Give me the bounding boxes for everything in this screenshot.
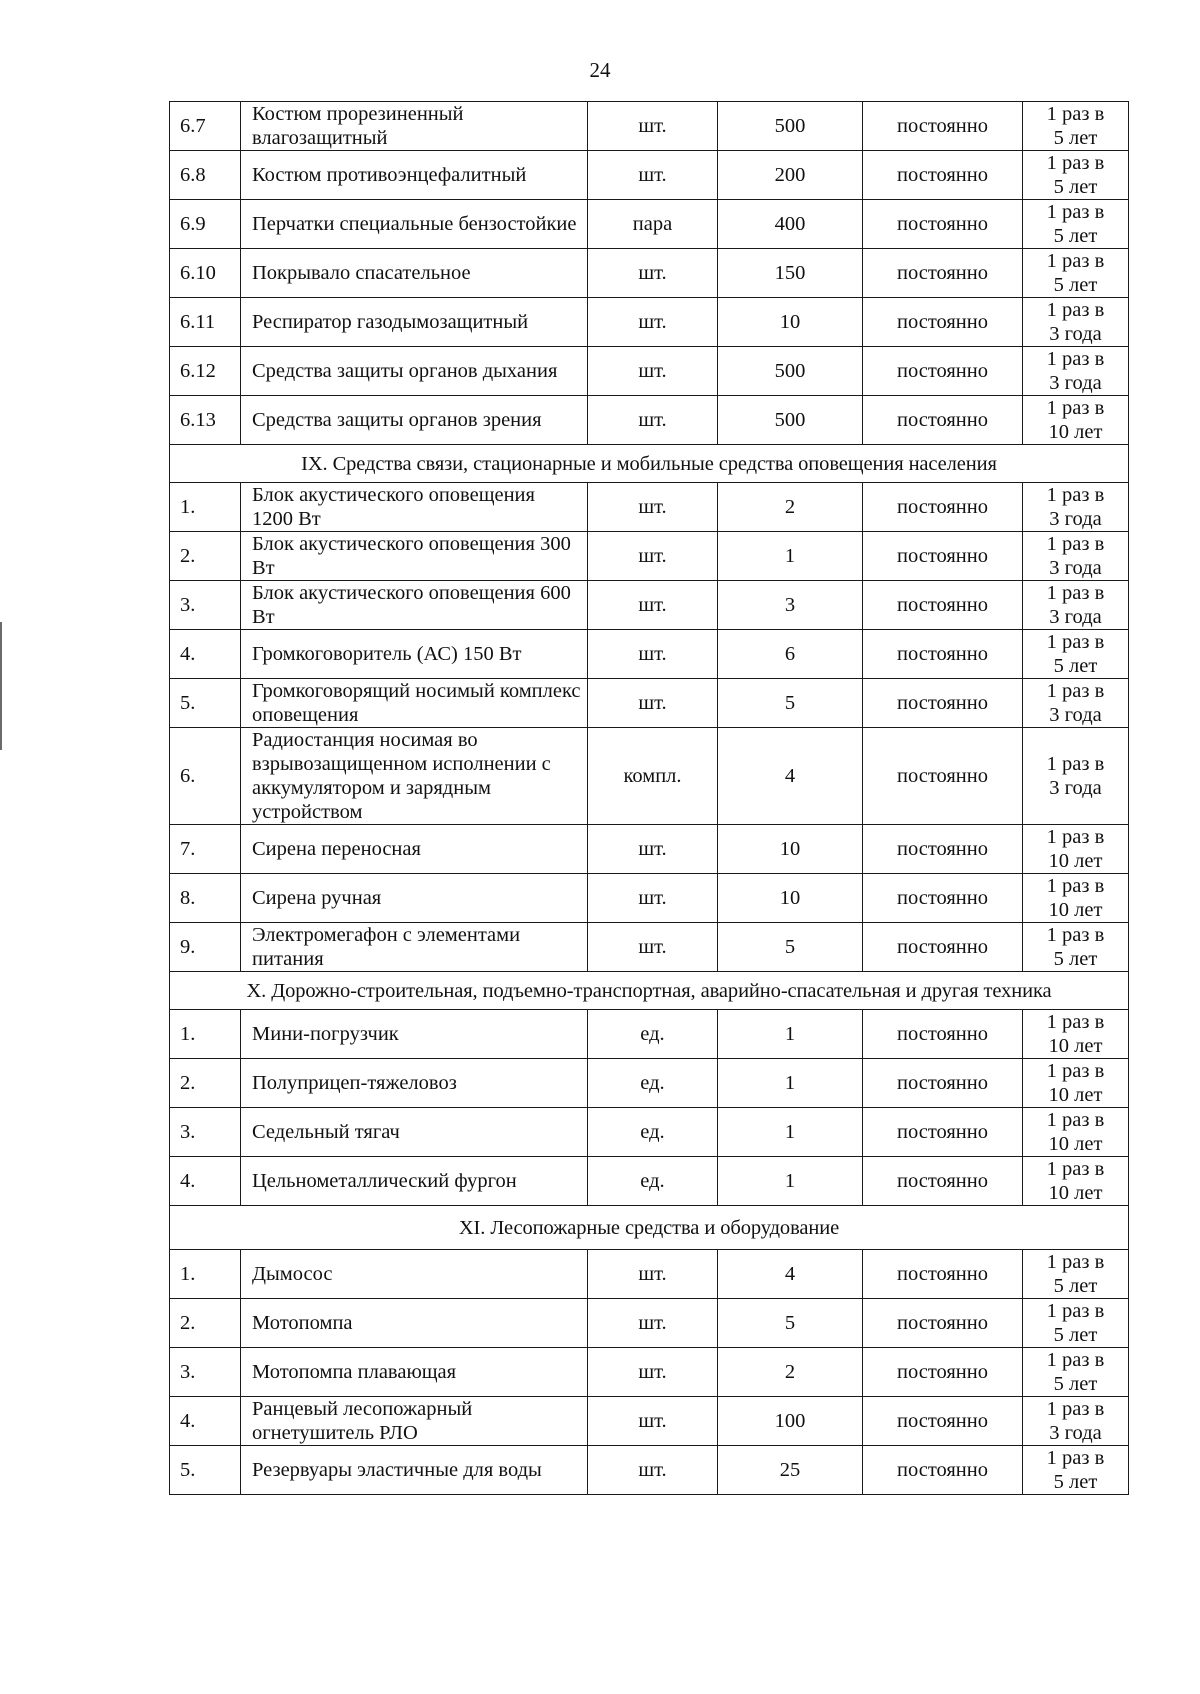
table-row <box>170 1108 1129 1157</box>
replacement-period-line-1: 1 раз в <box>1046 1300 1105 1322</box>
replacement-period <box>1023 151 1129 200</box>
table-row <box>170 1397 1129 1446</box>
replacement-period-line-2: 10 лет <box>1048 1035 1103 1057</box>
quantity: 1 <box>718 1157 863 1206</box>
replacement-period-line-1: 1 раз в <box>1046 924 1105 946</box>
section-title: IX. Средства связи, стационарные и мобильные средства оповещения населения <box>170 445 1129 483</box>
table-row <box>170 396 1129 445</box>
item-name: Костюм прорезиненный влагозащитный <box>241 102 588 151</box>
table-row <box>170 1010 1129 1059</box>
replacement-period-line-2: 3 года <box>1049 557 1102 579</box>
row-number: 8. <box>170 874 241 923</box>
table-row <box>170 1348 1129 1397</box>
replacement-period-line-1: 1 раз в <box>1046 1349 1105 1371</box>
replacement-period <box>1023 581 1129 630</box>
table-row <box>170 1157 1129 1206</box>
quantity: 2 <box>718 483 863 532</box>
unit-of-measure: шт. <box>588 1397 718 1446</box>
unit-of-measure: компл. <box>588 728 718 825</box>
replacement-period-line-2: 10 лет <box>1048 1084 1103 1106</box>
replacement-period-line-2: 10 лет <box>1048 1133 1103 1155</box>
replacement-period <box>1023 1348 1129 1397</box>
quantity: 6 <box>718 630 863 679</box>
quantity: 1 <box>718 532 863 581</box>
unit-of-measure: шт. <box>588 923 718 972</box>
replacement-period-line-1: 1 раз в <box>1046 875 1105 897</box>
unit-of-measure: ед. <box>588 1059 718 1108</box>
row-number: 4. <box>170 1157 241 1206</box>
storage-term: постоянно <box>863 728 1023 825</box>
row-number: 2. <box>170 1059 241 1108</box>
item-name: Мини-погрузчик <box>241 1010 588 1059</box>
quantity: 200 <box>718 151 863 200</box>
replacement-period-line-2: 10 лет <box>1048 850 1103 872</box>
replacement-period-line-2: 10 лет <box>1048 1182 1103 1204</box>
item-name: Седельный тягач <box>241 1108 588 1157</box>
item-name: Мотопомпа плавающая <box>241 1348 588 1397</box>
storage-term: постоянно <box>863 581 1023 630</box>
storage-term: постоянно <box>863 483 1023 532</box>
storage-term: постоянно <box>863 298 1023 347</box>
row-number: 6.11 <box>170 298 241 347</box>
item-name: Цельнометаллический фургон <box>241 1157 588 1206</box>
storage-term: постоянно <box>863 102 1023 151</box>
row-number: 3. <box>170 581 241 630</box>
table-row <box>170 200 1129 249</box>
item-name: Блок акустического оповещения 1200 Вт <box>241 483 588 532</box>
replacement-period-line-1: 1 раз в <box>1046 1011 1105 1033</box>
storage-term: постоянно <box>863 1059 1023 1108</box>
unit-of-measure: шт. <box>588 1250 718 1299</box>
storage-term: постоянно <box>863 396 1023 445</box>
table-row <box>170 151 1129 200</box>
item-name: Ранцевый лесопожарный огнетушитель РЛО <box>241 1397 588 1446</box>
row-number: 1. <box>170 1250 241 1299</box>
unit-of-measure: шт. <box>588 102 718 151</box>
replacement-period-line-1: 1 раз в <box>1046 1060 1105 1082</box>
quantity: 500 <box>718 347 863 396</box>
quantity: 4 <box>718 728 863 825</box>
item-name: Мотопомпа <box>241 1299 588 1348</box>
storage-term: постоянно <box>863 1348 1023 1397</box>
replacement-period <box>1023 1299 1129 1348</box>
replacement-period-line-2: 3 года <box>1049 606 1102 628</box>
unit-of-measure: шт. <box>588 347 718 396</box>
table-row <box>170 1446 1129 1495</box>
replacement-period <box>1023 1250 1129 1299</box>
replacement-period-line-1: 1 раз в <box>1046 1109 1105 1131</box>
replacement-period <box>1023 396 1129 445</box>
storage-term: постоянно <box>863 679 1023 728</box>
replacement-period <box>1023 102 1129 151</box>
row-number: 7. <box>170 825 241 874</box>
quantity: 5 <box>718 679 863 728</box>
replacement-period-line-1: 1 раз в <box>1046 1251 1105 1273</box>
quantity: 1 <box>718 1108 863 1157</box>
replacement-period-line-1: 1 раз в <box>1046 680 1105 702</box>
unit-of-measure: шт. <box>588 1299 718 1348</box>
replacement-period-line-1: 1 раз в <box>1046 103 1105 125</box>
quantity: 10 <box>718 298 863 347</box>
section-header-row <box>170 445 1129 483</box>
replacement-period <box>1023 1059 1129 1108</box>
replacement-period-line-2: 5 лет <box>1053 1471 1098 1493</box>
unit-of-measure: пара <box>588 200 718 249</box>
unit-of-measure: ед. <box>588 1108 718 1157</box>
table-row <box>170 249 1129 298</box>
storage-term: постоянно <box>863 923 1023 972</box>
replacement-period-line-2: 5 лет <box>1053 225 1098 247</box>
replacement-period-line-2: 3 года <box>1049 704 1102 726</box>
table-row <box>170 532 1129 581</box>
replacement-period-line-1: 1 раз в <box>1046 152 1105 174</box>
replacement-period-line-1: 1 раз в <box>1046 348 1105 370</box>
replacement-period-line-1: 1 раз в <box>1046 533 1105 555</box>
replacement-period-line-2: 5 лет <box>1053 948 1098 970</box>
replacement-period-line-2: 3 года <box>1049 372 1102 394</box>
row-number: 3. <box>170 1348 241 1397</box>
replacement-period <box>1023 679 1129 728</box>
replacement-period-line-2: 10 лет <box>1048 899 1103 921</box>
equipment-table-body <box>170 102 1129 1495</box>
storage-term: постоянно <box>863 200 1023 249</box>
replacement-period-line-2: 5 лет <box>1053 274 1098 296</box>
unit-of-measure: шт. <box>588 396 718 445</box>
unit-of-measure: шт. <box>588 483 718 532</box>
row-number: 2. <box>170 1299 241 1348</box>
replacement-period-line-2: 10 лет <box>1048 421 1103 443</box>
row-number: 6.12 <box>170 347 241 396</box>
quantity: 1 <box>718 1010 863 1059</box>
quantity: 10 <box>718 874 863 923</box>
replacement-period-line-2: 3 года <box>1049 508 1102 530</box>
storage-term: постоянно <box>863 1250 1023 1299</box>
replacement-period-line-2: 5 лет <box>1053 1373 1098 1395</box>
replacement-period <box>1023 200 1129 249</box>
replacement-period-line-1: 1 раз в <box>1046 631 1105 653</box>
item-name: Радиостанция носимая во взрывозащищенном исполнении с аккумулятором и зарядным устройством <box>241 728 588 825</box>
unit-of-measure: шт. <box>588 679 718 728</box>
replacement-period <box>1023 630 1129 679</box>
replacement-period <box>1023 1157 1129 1206</box>
row-number: 1. <box>170 1010 241 1059</box>
storage-term: постоянно <box>863 1397 1023 1446</box>
unit-of-measure: шт. <box>588 1348 718 1397</box>
table-row <box>170 923 1129 972</box>
replacement-period-line-1: 1 раз в <box>1046 250 1105 272</box>
replacement-period <box>1023 1108 1129 1157</box>
unit-of-measure: шт. <box>588 249 718 298</box>
unit-of-measure: ед. <box>588 1157 718 1206</box>
table-row <box>170 679 1129 728</box>
item-name: Средства защиты органов зрения <box>241 396 588 445</box>
replacement-period-line-2: 5 лет <box>1053 1324 1098 1346</box>
row-number: 2. <box>170 532 241 581</box>
storage-term: постоянно <box>863 874 1023 923</box>
storage-term: постоянно <box>863 249 1023 298</box>
item-name: Перчатки специальные бензостойкие <box>241 200 588 249</box>
row-number: 6.10 <box>170 249 241 298</box>
row-number: 6.7 <box>170 102 241 151</box>
item-name: Средства защиты органов дыхания <box>241 347 588 396</box>
storage-term: постоянно <box>863 1157 1023 1206</box>
table-row <box>170 102 1129 151</box>
row-number: 9. <box>170 923 241 972</box>
row-number: 6.13 <box>170 396 241 445</box>
replacement-period <box>1023 298 1129 347</box>
unit-of-measure: шт. <box>588 581 718 630</box>
table-row <box>170 825 1129 874</box>
replacement-period <box>1023 923 1129 972</box>
replacement-period <box>1023 874 1129 923</box>
unit-of-measure: шт. <box>588 298 718 347</box>
item-name: Сирена ручная <box>241 874 588 923</box>
replacement-period-line-1: 1 раз в <box>1046 1398 1105 1420</box>
quantity: 100 <box>718 1397 863 1446</box>
row-number: 4. <box>170 1397 241 1446</box>
item-name: Дымосос <box>241 1250 588 1299</box>
row-number: 3. <box>170 1108 241 1157</box>
replacement-period <box>1023 728 1129 825</box>
section-header-row <box>170 972 1129 1010</box>
storage-term: постоянно <box>863 151 1023 200</box>
storage-term: постоянно <box>863 1446 1023 1495</box>
replacement-period-line-2: 5 лет <box>1053 176 1098 198</box>
item-name: Электромегафон с элементами питания <box>241 923 588 972</box>
section-title: XI. Лесопожарные средства и оборудование <box>170 1206 1129 1250</box>
scan-margin-mark <box>0 622 2 750</box>
storage-term: постоянно <box>863 532 1023 581</box>
quantity: 150 <box>718 249 863 298</box>
item-name: Громкоговоритель (АС) 150 Вт <box>241 630 588 679</box>
unit-of-measure: ед. <box>588 1010 718 1059</box>
replacement-period-line-2: 3 года <box>1049 323 1102 345</box>
row-number: 4. <box>170 630 241 679</box>
replacement-period <box>1023 532 1129 581</box>
quantity: 400 <box>718 200 863 249</box>
storage-term: постоянно <box>863 1108 1023 1157</box>
storage-term: постоянно <box>863 347 1023 396</box>
unit-of-measure: шт. <box>588 532 718 581</box>
table-row <box>170 581 1129 630</box>
unit-of-measure: шт. <box>588 1446 718 1495</box>
replacement-period-line-2: 3 года <box>1049 1422 1102 1444</box>
replacement-period-line-1: 1 раз в <box>1046 1447 1105 1469</box>
page-number: 24 <box>589 58 611 82</box>
equipment-table <box>169 101 1129 1495</box>
row-number: 5. <box>170 1446 241 1495</box>
section-header-row <box>170 1206 1129 1250</box>
replacement-period <box>1023 1010 1129 1059</box>
row-number: 6.9 <box>170 200 241 249</box>
replacement-period-line-1: 1 раз в <box>1046 201 1105 223</box>
replacement-period <box>1023 1397 1129 1446</box>
storage-term: постоянно <box>863 1299 1023 1348</box>
table-row <box>170 874 1129 923</box>
table-row <box>170 630 1129 679</box>
item-name: Блок акустического оповещения 600 Вт <box>241 581 588 630</box>
replacement-period <box>1023 825 1129 874</box>
replacement-period-line-1: 1 раз в <box>1046 484 1105 506</box>
storage-term: постоянно <box>863 825 1023 874</box>
replacement-period-line-1: 1 раз в <box>1046 826 1105 848</box>
row-number: 5. <box>170 679 241 728</box>
replacement-period-line-2: 5 лет <box>1053 127 1098 149</box>
replacement-period-line-2: 5 лет <box>1053 1275 1098 1297</box>
replacement-period-line-1: 1 раз в <box>1046 1158 1105 1180</box>
storage-term: постоянно <box>863 630 1023 679</box>
quantity: 500 <box>718 102 863 151</box>
replacement-period <box>1023 1446 1129 1495</box>
equipment-table-wrapper <box>169 101 1128 1495</box>
table-row <box>170 483 1129 532</box>
replacement-period <box>1023 483 1129 532</box>
table-row <box>170 728 1129 825</box>
table-row <box>170 1059 1129 1108</box>
quantity: 2 <box>718 1348 863 1397</box>
replacement-period-line-2: 3 года <box>1049 777 1102 799</box>
quantity: 3 <box>718 581 863 630</box>
quantity: 500 <box>718 396 863 445</box>
quantity: 1 <box>718 1059 863 1108</box>
quantity: 10 <box>718 825 863 874</box>
replacement-period-line-1: 1 раз в <box>1046 753 1105 775</box>
replacement-period <box>1023 347 1129 396</box>
table-row <box>170 298 1129 347</box>
table-row <box>170 1299 1129 1348</box>
item-name: Блок акустического оповещения 300 Вт <box>241 532 588 581</box>
item-name: Покрывало спасательное <box>241 249 588 298</box>
quantity: 5 <box>718 923 863 972</box>
unit-of-measure: шт. <box>588 825 718 874</box>
quantity: 5 <box>718 1299 863 1348</box>
section-title: X. Дорожно-строительная, подъемно-транспортная, аварийно-спасательная и другая техника <box>170 972 1129 1010</box>
unit-of-measure: шт. <box>588 630 718 679</box>
item-name: Сирена переносная <box>241 825 588 874</box>
unit-of-measure: шт. <box>588 151 718 200</box>
row-number: 6. <box>170 728 241 825</box>
unit-of-measure: шт. <box>588 874 718 923</box>
replacement-period-line-2: 5 лет <box>1053 655 1098 677</box>
replacement-period-line-1: 1 раз в <box>1046 299 1105 321</box>
row-number: 6.8 <box>170 151 241 200</box>
item-name: Резервуары эластичные для воды <box>241 1446 588 1495</box>
quantity: 25 <box>718 1446 863 1495</box>
replacement-period-line-1: 1 раз в <box>1046 397 1105 419</box>
item-name: Респиратор газодымозащитный <box>241 298 588 347</box>
item-name: Громкоговорящий носимый комплекс оповещения <box>241 679 588 728</box>
replacement-period <box>1023 249 1129 298</box>
quantity: 4 <box>718 1250 863 1299</box>
storage-term: постоянно <box>863 1010 1023 1059</box>
row-number: 1. <box>170 483 241 532</box>
item-name: Костюм противоэнцефалитный <box>241 151 588 200</box>
replacement-period-line-1: 1 раз в <box>1046 582 1105 604</box>
table-row <box>170 1250 1129 1299</box>
table-row <box>170 347 1129 396</box>
item-name: Полуприцеп-тяжеловоз <box>241 1059 588 1108</box>
